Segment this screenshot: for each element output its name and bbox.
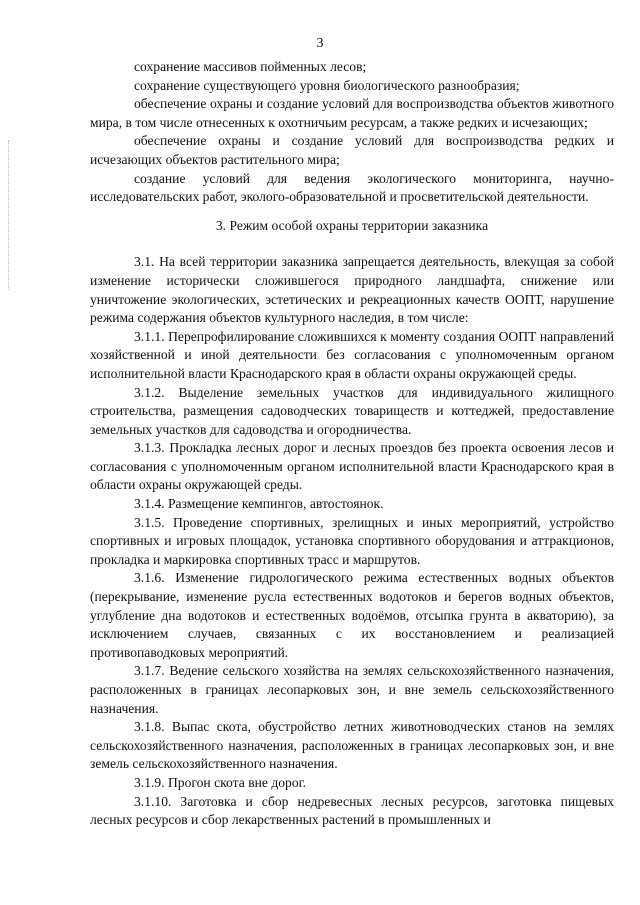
page-number: 3 — [316, 36, 324, 51]
paragraph: 3.1. На всей территории заказника запрещается деятельность, влекущая за собой изменение исторически сложившегося природного ландшафта, снижение или уничтожение экологических, эстетических и рекреационных качеств ООПТ, нарушение режима содержания объектов культурного наследия, в том числе: — [90, 254, 614, 326]
paragraph: 3.1.5. Проведение спортивных, зрелищных и иных мероприятий, устройство спортивных и игровых площадок, установка спортивного оборудования и аттракционов, прокладка и маркировка спортивных трасс и маршрутов. — [90, 514, 614, 567]
paragraph: обеспечение охраны и создание условий для воспроизводства объектов животного мира, в том числе отнесенных к охотничьим ресурсам, а также редких и исчезающих; — [90, 96, 614, 130]
paragraph: 3.1.8. Выпас скота, обустройство летних животноводческих станов на землях сельскохозяйственного назначения, расположенных в границах лесопарковых зон, и вне земель сельскохозяйственного назначения. — [90, 719, 614, 772]
paragraph: 3.1.4. Размещение кемпингов, автостоянок. — [134, 496, 384, 512]
paragraph: 3.1.9. Прогон скота вне дорог. — [134, 774, 307, 790]
paragraph: обеспечение охраны и создание условий для воспроизводства редких и исчезающих объектов растительного мира; — [90, 133, 614, 167]
paragraph: 3.1.7. Ведение сельского хозяйства на землях сельскохозяйственного назначения, расположенных в границах лесопарковых зон, и вне земель сельскохозяйственного назначения. — [90, 663, 614, 716]
paragraph: 3.1.6. Изменение гидрологического режима естественных водных объектов (перекрывание, изменение русла естественных водотоков и берегов водных объектов, углубление дна водотоков и естественных водоёмов, отсыпка грунта в акваторию), за исключением случаев, связанных с их восстановлением и реализацией противопаводковых мероприятий. — [90, 570, 614, 660]
scan-margin-artifact — [8, 140, 10, 290]
paragraph: 3.1.2. Выделение земельных участков для индивидуального жилищного строительства, размещения садоводческих товариществ и коттеджей, предоставление земельных участков для садоводства и огородничества. — [90, 384, 614, 437]
paragraph: 3.1.3. Прокладка лесных дорог и лесных проездов без проекта освоения лесов и согласования с уполномоченным органом исполнительной власти Краснодарского края в области охраны окружающей среды. — [90, 440, 614, 493]
paragraph: 3.1.10. Заготовка и сбор недревесных лесных ресурсов, заготовка пищевых лесных ресурсов и сбор лекарственных растений в промышленных и — [90, 793, 614, 828]
paragraph: 3.1.1. Перепрофилирование сложившихся к моменту создания ООПТ направлений хозяйственной и иной деятельности без согласования с уполномоченным органом исполнительной власти Краснодарского края в области охраны окружающей среды. — [90, 328, 614, 381]
document-body — [90, 58, 614, 830]
paragraph: сохранение массивов пойменных лесов; — [134, 59, 367, 74]
paragraph: сохранение существующего уровня биологического разнообразия; — [134, 77, 520, 93]
section-heading: 3. Режим особой охраны территории заказника — [215, 217, 489, 233]
paragraph: создание условий для ведения экологического мониторинга, научно-исследовательских работ, эколого-образовательной и просветительской деятельности. — [90, 170, 614, 205]
